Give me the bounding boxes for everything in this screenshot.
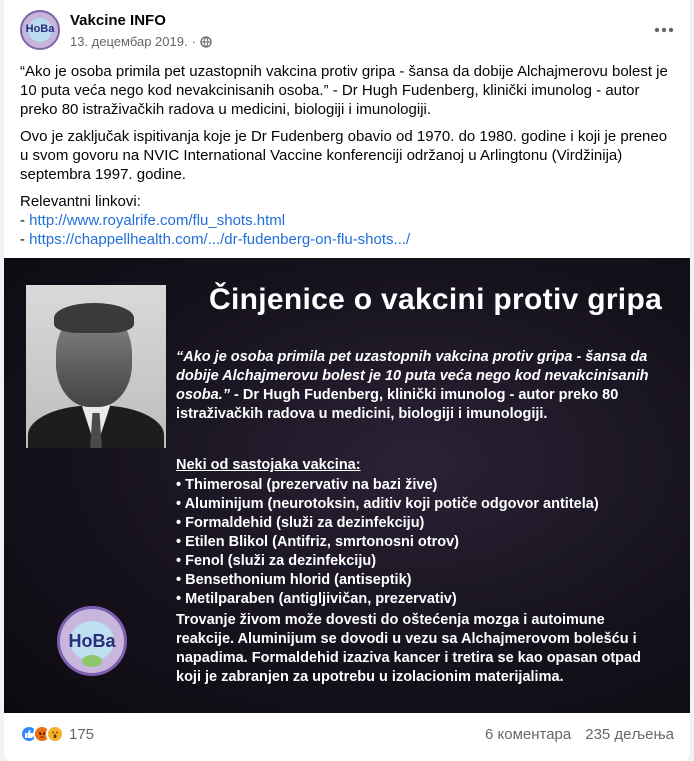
post-card: [4, 0, 690, 761]
link-line-2: [20, 230, 670, 249]
link-line-1: [20, 211, 670, 230]
post-date[interactable]: 13. децембар 2019.: [70, 34, 188, 49]
link-prefix: -: [20, 212, 30, 229]
badge-leaf: [82, 655, 102, 667]
ingredient-item: • Thimerosal (prezervativ na bazi žive): [176, 477, 438, 493]
image-bottom-text: Trovanje živom može dovesti do oštećenja mozga i autoimune reakcije. Aluminijum se dovodi u vezu sa Alchajmerovom bolešću i napadima. Formaldehid izaziva kancer i tretira se kao opasan otpad koji je zabranjen za upotrebu u izolacionim materijalima.: [176, 612, 641, 685]
ingredient-item: • Formaldehid (služi za dezinfekciju): [176, 515, 425, 531]
page-name-link[interactable]: Vakcine INFO: [70, 12, 166, 29]
more-options-button[interactable]: [652, 18, 676, 42]
post-footer: [4, 722, 690, 750]
ingredient-item: • Fenol (služi za dezinfekciju): [176, 553, 377, 569]
link-chappellhealth[interactable]: https://chappellhealth.com/.../dr-fudenberg-on-flu-shots.../: [29, 231, 411, 248]
globe-icon: [200, 36, 212, 48]
ingredient-item: • Metilparaben (antiglјivičan, prezervativ): [176, 591, 457, 607]
image-title: Činjenice o vakcini protiv gripa: [209, 283, 663, 316]
post-paragraph-quote: “Ako je osoba primila pet uzastopnih vakcina protiv gripa - šansa da dobije Alchajmerovu bolest je 10 puta veća nego kod nevakcinisanih osoba.” - Dr Hugh Fudenberg, klinički imunolog - autor preko 80 istraživačkih radova u medicini, biologiji i imunologiji.: [20, 63, 668, 118]
image-quote-italic: “Ako je osoba primila pet uzastopnih vakcina protiv gripa - šansa da dobije Alchajmerovu bolest je 10 puta veća nego kod nevakcinisanih osoba.”: [176, 349, 649, 403]
portrait-hair: [54, 303, 134, 333]
reactions-summary[interactable]: [20, 725, 94, 743]
ingredient-item: • Bensethonium hlorid (antiseptik): [176, 572, 412, 588]
portrait-photo: [26, 285, 166, 448]
ingredients-list: [176, 476, 599, 609]
post-paragraph-context: Ovo je zaključak ispitivanja koje je Dr Fudenberg obavio od 1970. do 1980. godine i koji je preneo u svom govoru na NVIC International Vaccine konferenciji održanoj u Arlingtonu (Virdžinija) septembra 1997. godine.: [20, 128, 668, 183]
post-image[interactable]: [4, 258, 690, 713]
ingredient-item: • Aluminijum (neurotoksin, aditiv koji potiče odgovor antitela): [176, 496, 599, 512]
page-avatar[interactable]: [20, 10, 60, 50]
post-meta: [70, 34, 212, 49]
post-header: [4, 0, 690, 60]
more-horizontal-icon: [654, 27, 674, 33]
badge-text: НоВа: [68, 631, 116, 651]
image-quote: [176, 348, 676, 424]
ingredient-item: • Etilen Blikol (Antifriz, smrtonosni otrov): [176, 534, 459, 550]
reactions-count[interactable]: 175: [69, 725, 95, 743]
image-quote-attribution: - Dr Hugh Fudenberg, klinički imunolog - autor preko 80 istraživačkih radova u medicini, biologiji i imunologiji.: [176, 387, 619, 422]
nova-logo-badge: [57, 606, 127, 676]
link-prefix: -: [20, 231, 30, 248]
avatar-text: НоВа: [25, 23, 55, 35]
meta-separator: ·: [191, 34, 196, 49]
comments-count-link[interactable]: 6 коментара: [484, 726, 572, 743]
links-label: Relevantni linkovi:: [20, 193, 141, 210]
links-section: [20, 192, 670, 249]
shares-count-link[interactable]: 235 дељења: [585, 726, 674, 743]
ingredients-heading: Neki od sastojaka vakcina:: [176, 457, 361, 473]
post-text: [20, 62, 670, 249]
engagement-stats: [485, 726, 674, 743]
wow-reaction-icon: [46, 725, 64, 743]
link-royalrife[interactable]: http://www.royalrife.com/flu_shots.html: [29, 212, 286, 229]
